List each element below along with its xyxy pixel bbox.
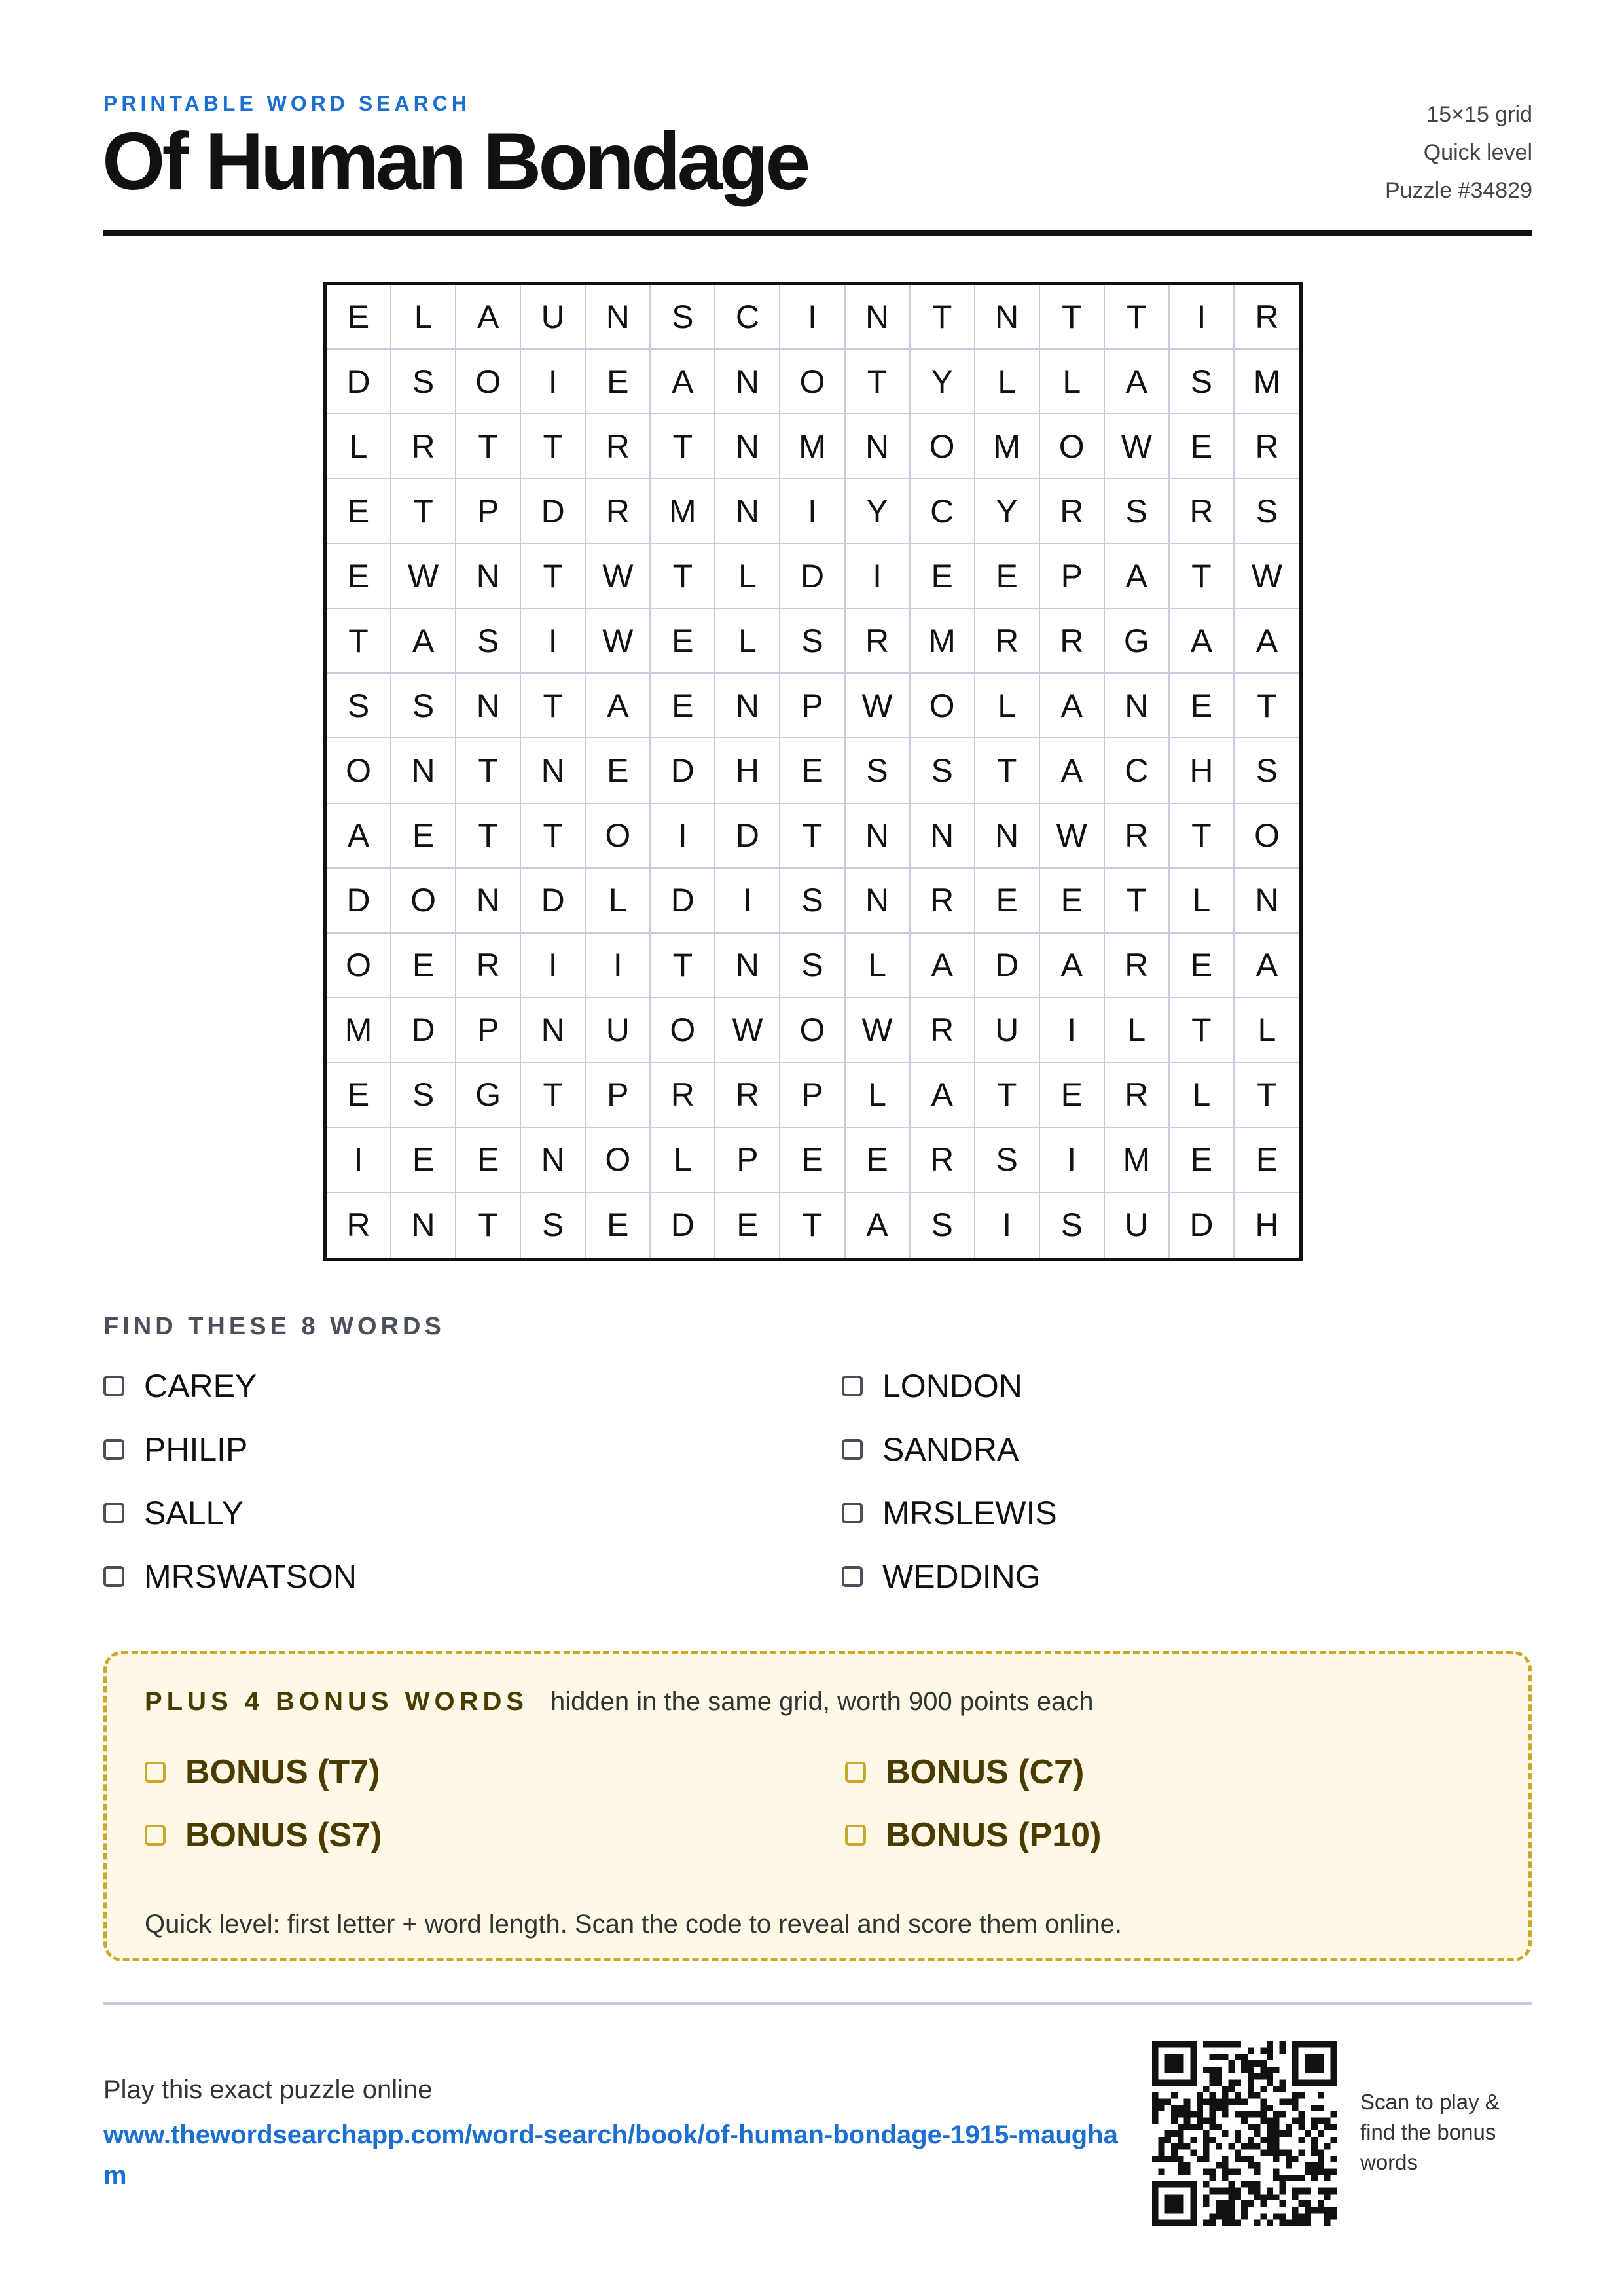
header-kicker: PRINTABLE WORD SEARCH [103,92,471,115]
grid-cell[interactable]: L [1170,869,1235,934]
grid-cell[interactable]: N [715,414,780,479]
grid-cell[interactable]: E [651,674,715,738]
puzzle-url-link[interactable]: www.thewordsearchapp.com/word-search/book/of-human-bondage-1915-maugham [103,2121,1118,2190]
grid-cell[interactable]: D [780,544,845,609]
word-label: MRSWATSON [144,1558,357,1595]
word-list-item[interactable] [842,1558,1532,1595]
grid-cell[interactable]: T [521,414,586,479]
grid-cell[interactable]: L [715,544,780,609]
grid-cell[interactable]: R [1040,479,1105,544]
grid-cell[interactable]: N [846,285,911,350]
grid-cell[interactable]: N [846,804,911,869]
grid-cell[interactable]: E [586,738,651,803]
grid-cell[interactable]: M [1235,350,1299,414]
checkbox-icon[interactable] [103,1566,124,1587]
grid-cell[interactable]: L [715,609,780,674]
grid-cell[interactable]: N [456,869,521,934]
grid-cell[interactable]: U [975,998,1040,1063]
grid-cell[interactable]: T [975,738,1040,803]
grid-cell[interactable]: D [1170,1193,1235,1258]
grid-cell[interactable]: N [521,1128,586,1193]
grid-cell[interactable]: W [586,609,651,674]
grid-cell[interactable]: O [651,998,715,1063]
grid-cell[interactable]: R [715,1063,780,1128]
grid-cell[interactable]: T [780,804,845,869]
grid-cell[interactable]: A [1040,674,1105,738]
grid-cell[interactable]: Y [846,479,911,544]
grid-cell[interactable]: E [780,1128,845,1193]
grid-cell[interactable]: D [391,998,456,1063]
grid-cell[interactable]: P [586,1063,651,1128]
grid-cell[interactable]: I [521,609,586,674]
grid-cell[interactable]: I [1040,998,1105,1063]
checkbox-icon[interactable] [103,1439,124,1460]
checkbox-icon[interactable] [845,1762,866,1783]
grid-cell[interactable]: R [391,414,456,479]
grid-cell[interactable]: D [651,1193,715,1258]
grid-cell[interactable]: T [780,1193,845,1258]
bonus-box [103,1651,1532,1961]
grid-cell[interactable]: O [327,934,391,998]
grid-cell[interactable]: U [521,285,586,350]
grid-cell[interactable]: L [1040,350,1105,414]
grid-cell[interactable]: N [846,414,911,479]
grid-cell[interactable]: O [586,804,651,869]
grid-cell[interactable]: E [327,544,391,609]
grid-cell[interactable]: S [651,285,715,350]
grid-cell[interactable]: P [780,674,845,738]
grid-cell[interactable]: M [975,414,1040,479]
grid-cell[interactable]: O [1235,804,1299,869]
grid-cell[interactable]: O [780,350,845,414]
grid-cell[interactable]: R [911,869,975,934]
grid-cell[interactable]: S [1105,479,1170,544]
grid-cell[interactable]: N [715,674,780,738]
grid-cell[interactable]: W [846,998,911,1063]
checkbox-icon[interactable] [145,1762,166,1783]
word-list-item[interactable] [842,1367,1532,1405]
grid-cell[interactable]: D [715,804,780,869]
bonus-label: BONUS (P10) [886,1816,1102,1854]
checkbox-icon[interactable] [842,1503,863,1523]
meta-level: Quick level [1423,140,1532,165]
grid-cell[interactable]: A [1105,350,1170,414]
grid-cell[interactable]: T [1170,998,1235,1063]
page-title: Of Human Bondage [102,117,808,207]
grid-cell[interactable]: A [911,934,975,998]
grid-cell[interactable]: O [911,674,975,738]
bonus-label: BONUS (T7) [185,1753,380,1791]
grid-cell[interactable]: I [780,479,845,544]
grid-cell[interactable]: H [715,738,780,803]
word-label: WEDDING [882,1558,1041,1595]
grid-cell[interactable]: E [780,738,845,803]
grid-cell[interactable]: D [521,479,586,544]
checkbox-icon[interactable] [145,1825,166,1846]
word-list-item[interactable] [842,1430,1532,1468]
grid-cell[interactable]: R [586,414,651,479]
grid-cell[interactable]: M [911,609,975,674]
grid-cell[interactable]: P [1040,544,1105,609]
grid-cell[interactable]: P [715,1128,780,1193]
word-label: SALLY [144,1495,244,1531]
grid-cell[interactable]: R [1235,414,1299,479]
grid-cell[interactable]: N [911,804,975,869]
grid-cell[interactable]: E [1170,674,1235,738]
grid-cell[interactable]: M [327,998,391,1063]
grid-cell[interactable]: E [391,1128,456,1193]
word-label: PHILIP [144,1431,248,1468]
grid-cell[interactable]: R [1235,285,1299,350]
grid-cell[interactable]: M [1105,1128,1170,1193]
grid-cell[interactable]: R [456,934,521,998]
grid-cell[interactable]: N [586,285,651,350]
grid-cell[interactable]: T [1105,285,1170,350]
word-list-item[interactable] [103,1494,842,1532]
grid-cell[interactable]: P [456,479,521,544]
grid-cell[interactable]: O [1040,414,1105,479]
bonus-list-item[interactable] [145,1815,845,1855]
grid-cell[interactable]: I [586,934,651,998]
grid-cell[interactable]: M [780,414,845,479]
grid-cell[interactable]: A [586,674,651,738]
grid-cell[interactable]: A [651,350,715,414]
grid-cell[interactable]: S [327,674,391,738]
grid-cell[interactable]: E [1170,934,1235,998]
grid-cell[interactable]: U [1105,1193,1170,1258]
grid-cell[interactable]: L [391,285,456,350]
grid-cell[interactable]: E [1235,1128,1299,1193]
word-list-item[interactable] [103,1430,842,1468]
grid-cell[interactable]: I [521,350,586,414]
meta-puzzle-number: Puzzle #34829 [1385,178,1532,203]
grid-cell[interactable]: L [975,674,1040,738]
grid-cell[interactable]: A [1040,738,1105,803]
grid-cell[interactable]: I [651,804,715,869]
grid-cell[interactable]: E [456,1128,521,1193]
checkbox-icon[interactable] [103,1376,124,1396]
grid-cell[interactable]: N [975,804,1040,869]
grid-cell[interactable]: D [327,869,391,934]
grid-cell[interactable]: T [1235,1063,1299,1128]
grid-cell[interactable]: I [780,285,845,350]
grid-cell[interactable]: T [1235,674,1299,738]
grid-cell[interactable]: T [651,934,715,998]
grid-cell[interactable]: S [521,1193,586,1258]
grid-cell[interactable]: E [651,609,715,674]
grid-cell[interactable]: R [1105,804,1170,869]
grid-cell[interactable]: E [391,804,456,869]
grid-cell[interactable]: T [1105,869,1170,934]
grid-cell[interactable]: L [1170,1063,1235,1128]
bonus-label: BONUS (S7) [185,1816,382,1854]
grid-cell[interactable]: N [391,738,456,803]
grid-cell[interactable]: N [456,544,521,609]
bonus-subtitle: hidden in the same grid, worth 900 points each [550,1687,1094,1716]
grid-cell[interactable]: S [391,350,456,414]
grid-cell[interactable]: S [975,1128,1040,1193]
word-list-heading: FIND THESE 8 WORDS [103,1313,445,1340]
grid-cell[interactable]: Y [911,350,975,414]
checkbox-icon[interactable] [842,1439,863,1460]
grid-cell[interactable]: S [1170,350,1235,414]
grid-cell[interactable]: R [1105,934,1170,998]
grid-cell[interactable]: T [456,414,521,479]
grid-cell[interactable]: D [327,350,391,414]
grid-cell[interactable]: L [846,934,911,998]
grid-cell[interactable]: G [1105,609,1170,674]
grid-cell[interactable]: R [911,998,975,1063]
grid-cell[interactable]: E [975,544,1040,609]
grid-cell[interactable]: R [1105,1063,1170,1128]
grid-cell[interactable]: S [391,674,456,738]
grid-cell[interactable]: D [975,934,1040,998]
grid-cell[interactable]: E [1040,869,1105,934]
grid-cell[interactable]: S [780,609,845,674]
checkbox-icon[interactable] [103,1503,124,1523]
grid-cell[interactable]: A [327,804,391,869]
meta-grid-size: 15×15 grid [1426,102,1532,127]
grid-cell[interactable]: Y [975,479,1040,544]
grid-cell[interactable]: R [846,609,911,674]
grid-cell[interactable]: N [715,479,780,544]
grid-cell[interactable]: T [651,414,715,479]
grid-cell[interactable]: T [911,285,975,350]
grid-cell[interactable]: A [846,1193,911,1258]
grid-cell[interactable]: N [521,998,586,1063]
scan-instructions: Scan to play & find the bonus words [1360,2090,1500,2174]
grid-cell[interactable]: I [1040,1128,1105,1193]
grid-cell[interactable]: C [715,285,780,350]
grid-cell[interactable]: R [975,609,1040,674]
grid-cell[interactable]: I [1170,285,1235,350]
grid-cell[interactable]: O [327,738,391,803]
bonus-label: BONUS (C7) [886,1753,1085,1791]
grid-cell[interactable]: I [846,544,911,609]
grid-cell[interactable]: W [846,674,911,738]
grid-cell[interactable]: T [521,544,586,609]
grid-cell[interactable]: S [911,1193,975,1258]
grid-cell[interactable]: S [456,609,521,674]
grid-cell[interactable]: A [1105,544,1170,609]
grid-cell[interactable]: T [521,674,586,738]
grid-cell[interactable]: A [1040,934,1105,998]
grid-cell[interactable]: T [975,1063,1040,1128]
grid-cell[interactable]: T [846,350,911,414]
grid-cell[interactable]: O [456,350,521,414]
grid-cell[interactable]: U [586,998,651,1063]
grid-cell[interactable]: S [780,869,845,934]
grid-cell[interactable]: N [521,738,586,803]
grid-cell[interactable]: S [1235,479,1299,544]
word-label: MRSLEWIS [882,1495,1057,1531]
grid-cell[interactable]: G [456,1063,521,1128]
checkbox-icon[interactable] [845,1825,866,1846]
grid-cell[interactable]: T [521,1063,586,1128]
grid-cell[interactable]: W [1105,414,1170,479]
grid-cell[interactable]: S [780,934,845,998]
grid-cell[interactable]: A [1235,609,1299,674]
grid-cell[interactable]: T [456,738,521,803]
grid-cell[interactable]: E [846,1128,911,1193]
grid-cell[interactable]: E [391,934,456,998]
grid-cell[interactable]: A [1235,934,1299,998]
grid-cell[interactable]: L [975,350,1040,414]
grid-cell[interactable]: L [1105,998,1170,1063]
grid-cell[interactable]: N [456,674,521,738]
word-list-item[interactable] [103,1367,842,1405]
grid-cell[interactable]: D [651,738,715,803]
grid-cell[interactable]: H [1255,1207,1279,1244]
grid-cell[interactable]: T [651,544,715,609]
grid-cell[interactable]: C [911,479,975,544]
grid-cell[interactable]: O [586,1128,651,1193]
grid-cell[interactable]: M [651,479,715,544]
bonus-title: PLUS 4 BONUS WORDS [145,1687,529,1716]
play-online-text: Play this exact puzzle online [103,2075,433,2104]
grid-cell[interactable]: L [846,1063,911,1128]
grid-cell[interactable]: E [327,1063,391,1128]
bonus-list-item[interactable] [145,1753,845,1792]
grid-cell[interactable]: T [456,1193,521,1258]
grid-cell[interactable]: T [391,479,456,544]
word-label: CAREY [144,1368,257,1404]
grid-cell[interactable]: A [1170,609,1235,674]
grid-cell[interactable]: R [911,1128,975,1193]
header-divider [103,230,1532,236]
grid-cell[interactable]: O [780,998,845,1063]
grid-cell[interactable]: N [715,350,780,414]
grid-cell[interactable]: R [586,479,651,544]
grid-cell[interactable]: W [715,998,780,1063]
grid-cell[interactable]: L [651,1128,715,1193]
grid-cell[interactable]: N [715,934,780,998]
grid-cell[interactable]: T [456,804,521,869]
grid-cell[interactable]: I [327,1128,391,1193]
grid-cell[interactable]: O [391,869,456,934]
word-list-item[interactable] [103,1558,842,1595]
grid-cell[interactable]: S [846,738,911,803]
grid-cell[interactable]: R [1040,609,1105,674]
grid-cell[interactable]: P [456,998,521,1063]
grid-cell[interactable]: T [1170,544,1235,609]
bonus-list-item[interactable] [845,1815,1369,1855]
grid-cell[interactable]: A [456,285,521,350]
grid-cell[interactable]: R [327,1193,391,1258]
grid-cell[interactable]: E [327,285,391,350]
bonus-list-item[interactable] [845,1753,1369,1792]
grid-cell[interactable]: R [1170,479,1235,544]
word-list [103,1367,1532,1621]
grid-cell[interactable]: S [1040,1193,1105,1258]
grid-cell[interactable]: W [391,544,456,609]
grid-cell[interactable]: D [651,869,715,934]
bonus-list [145,1753,1369,1878]
grid-cell[interactable]: E [586,1193,651,1258]
grid-cell[interactable]: L [327,414,391,479]
grid-cell[interactable]: N [975,285,1040,350]
grid-cell[interactable]: E [1170,1128,1235,1193]
grid-cell[interactable]: I [975,1193,1040,1258]
grid-cell[interactable]: E [975,869,1040,934]
puzzle-meta [1385,96,1532,210]
checkbox-icon[interactable] [842,1566,863,1587]
grid-cell[interactable]: T [327,609,391,674]
grid-cell[interactable]: N [1235,869,1299,934]
grid-cell[interactable]: A [911,1063,975,1128]
bonus-note: Quick level: first letter + word length. Scan the code to reveal and score them online. [145,1910,1123,1939]
grid-cell[interactable]: W [1040,804,1105,869]
grid-cell[interactable]: I [715,869,780,934]
grid-cell[interactable]: E [327,479,391,544]
grid-cell[interactable]: E [586,350,651,414]
grid-cell[interactable]: D [521,869,586,934]
checkbox-icon[interactable] [842,1376,863,1396]
grid-cell[interactable]: S [1235,738,1299,803]
grid-cell[interactable]: R [651,1063,715,1128]
word-label: LONDON [882,1368,1022,1404]
grid-cell[interactable]: E [1040,1063,1105,1128]
grid-cell[interactable]: W [586,544,651,609]
grid-cell[interactable]: L [1235,998,1299,1063]
grid-cell[interactable]: O [911,414,975,479]
grid-cell[interactable]: E [715,1193,780,1258]
grid-cell[interactable]: T [1170,804,1235,869]
grid-cell[interactable]: A [391,609,456,674]
grid-cell[interactable]: E [1170,414,1235,479]
grid-cell[interactable]: S [391,1063,456,1128]
grid-cell[interactable]: W [1235,544,1299,609]
grid-cell[interactable]: S [911,738,975,803]
grid-cell[interactable]: N [391,1193,456,1258]
grid-cell[interactable]: T [521,804,586,869]
footer-divider [103,2002,1532,2005]
word-label: SANDRA [882,1431,1019,1468]
grid-cell[interactable]: I [521,934,586,998]
grid-cell[interactable]: P [780,1063,845,1128]
grid-cell[interactable]: L [586,869,651,934]
qr-code-icon[interactable] [1152,2041,1337,2226]
grid-cell[interactable]: H [1170,738,1235,803]
bonus-header [145,1687,1093,1717]
grid-cell[interactable]: C [1105,738,1170,803]
grid-cell[interactable]: N [846,869,911,934]
word-list-item[interactable] [842,1494,1532,1532]
grid-cell[interactable]: T [1040,285,1105,350]
grid-cell[interactable]: E [911,544,975,609]
grid-cell[interactable]: N [1105,674,1170,738]
word-search-grid[interactable] [323,282,1303,1261]
